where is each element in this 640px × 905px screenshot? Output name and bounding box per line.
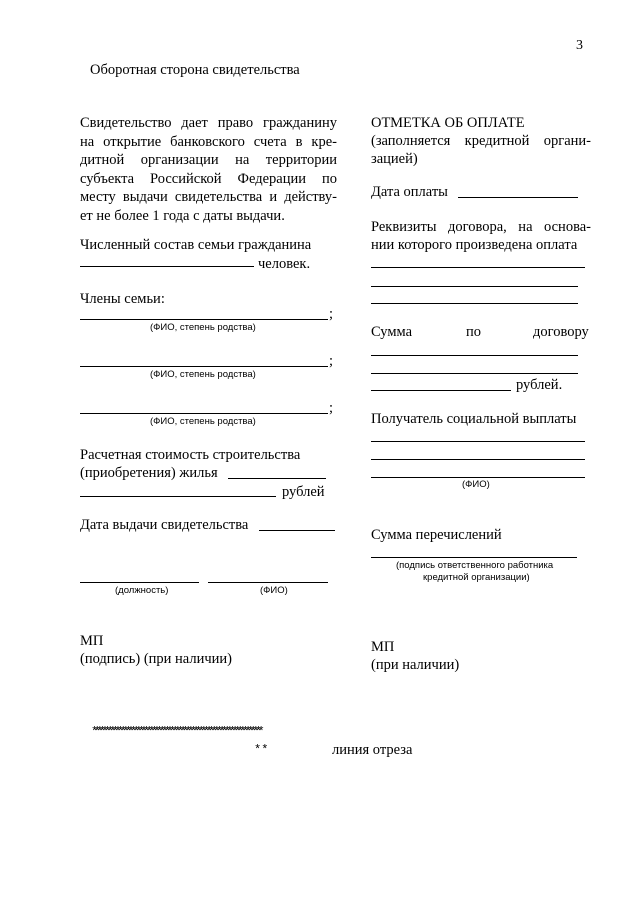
family-member-field-1[interactable] [80, 319, 328, 320]
issue-date-field[interactable] [259, 530, 335, 531]
double-star: ** [254, 743, 269, 757]
member-semicolon: ; [329, 400, 334, 416]
issue-date-label: Дата выдачи свидетельства [80, 517, 249, 533]
cut-line-label: линия отреза [332, 742, 413, 758]
transfer-label: Сумма перечислений [371, 527, 502, 543]
contract-field-1[interactable] [371, 267, 585, 268]
family-size-label: Численный состав семьи гражданина [80, 237, 312, 253]
position-caption: (должность) [115, 585, 169, 596]
signature-caption-line1: (подпись ответственного работника [396, 560, 554, 571]
payment-date-field[interactable] [458, 197, 578, 198]
contract-label-line2: нии которого произведена оплата [371, 237, 578, 253]
recipient-caption: (ФИО) [462, 479, 490, 490]
intro-line: ет не более 1 года с даты выдачи. [80, 207, 285, 224]
intro-line: субъекта Российской Федерации по [80, 170, 337, 187]
family-size-field[interactable] [80, 266, 254, 267]
cost-unit: рублей [282, 484, 325, 500]
amount-word-1: Сумма [371, 324, 413, 340]
member-caption: (ФИО, степень родства) [150, 322, 256, 333]
contract-field-2[interactable] [371, 286, 578, 287]
payment-date-label: Дата оплаты [371, 184, 448, 200]
cost-field-2[interactable] [80, 496, 276, 497]
intro-line: на открытие банковского счета в кре- [80, 133, 337, 150]
family-size-unit: человек. [258, 256, 311, 272]
member-caption: (ФИО, степень родства) [150, 416, 256, 427]
fio-field[interactable] [208, 582, 328, 583]
intro-line: дитной организации на территории [80, 152, 337, 168]
family-member-field-2[interactable] [80, 366, 328, 367]
left-stamp: МП [80, 633, 104, 649]
amount-word-2: по [466, 324, 482, 340]
contract-field-3[interactable] [371, 303, 578, 304]
recipient-label: Получатель социальной выплаты [371, 411, 577, 427]
amount-word-3: договору [533, 324, 589, 340]
page-number: 3 [576, 38, 583, 53]
family-members-label: Члены семьи: [80, 291, 165, 307]
cost-field-1[interactable] [228, 478, 326, 479]
amount-field-3[interactable] [371, 390, 511, 391]
recipient-field-1[interactable] [371, 441, 585, 442]
family-member-field-3[interactable] [80, 413, 328, 414]
star-divider: ***************************************************************** [91, 726, 261, 738]
fio-caption: (ФИО) [260, 585, 288, 596]
signature-field[interactable] [371, 557, 577, 558]
left-stamp-note: (подпись) (при наличии) [80, 651, 233, 667]
intro-line: Свидетельство дает право гражданину [80, 115, 337, 131]
payment-title: ОТМЕТКА ОБ ОПЛАТЕ [371, 115, 525, 131]
page-title: Оборотная сторона свидетельства [90, 62, 300, 78]
amount-unit: рублей. [516, 377, 563, 393]
member-semicolon: ; [329, 353, 334, 369]
right-stamp: МП [371, 639, 395, 655]
amount-field-1[interactable] [371, 355, 578, 356]
cost-label-line2: (приобретения) жилья [80, 465, 218, 481]
cost-label-line1: Расчетная стоимость строительства [80, 447, 301, 463]
right-stamp-note: (при наличии) [371, 657, 460, 673]
position-field[interactable] [80, 582, 199, 583]
intro-line: месту выдачи свидетельства и действу- [80, 189, 337, 205]
contract-label-line1: Реквизиты договора, на основа- [371, 219, 591, 235]
member-caption: (ФИО, степень родства) [150, 369, 256, 380]
recipient-field-3[interactable] [371, 477, 585, 478]
member-semicolon: ; [329, 306, 334, 322]
signature-caption-line2: кредитной организации) [423, 572, 530, 583]
amount-field-2[interactable] [371, 373, 578, 374]
payment-note-line1: (заполняется кредитной органи- [371, 133, 591, 149]
payment-note-line2: зацией) [371, 151, 418, 167]
intro-paragraph [80, 114, 337, 225]
recipient-field-2[interactable] [371, 459, 585, 460]
